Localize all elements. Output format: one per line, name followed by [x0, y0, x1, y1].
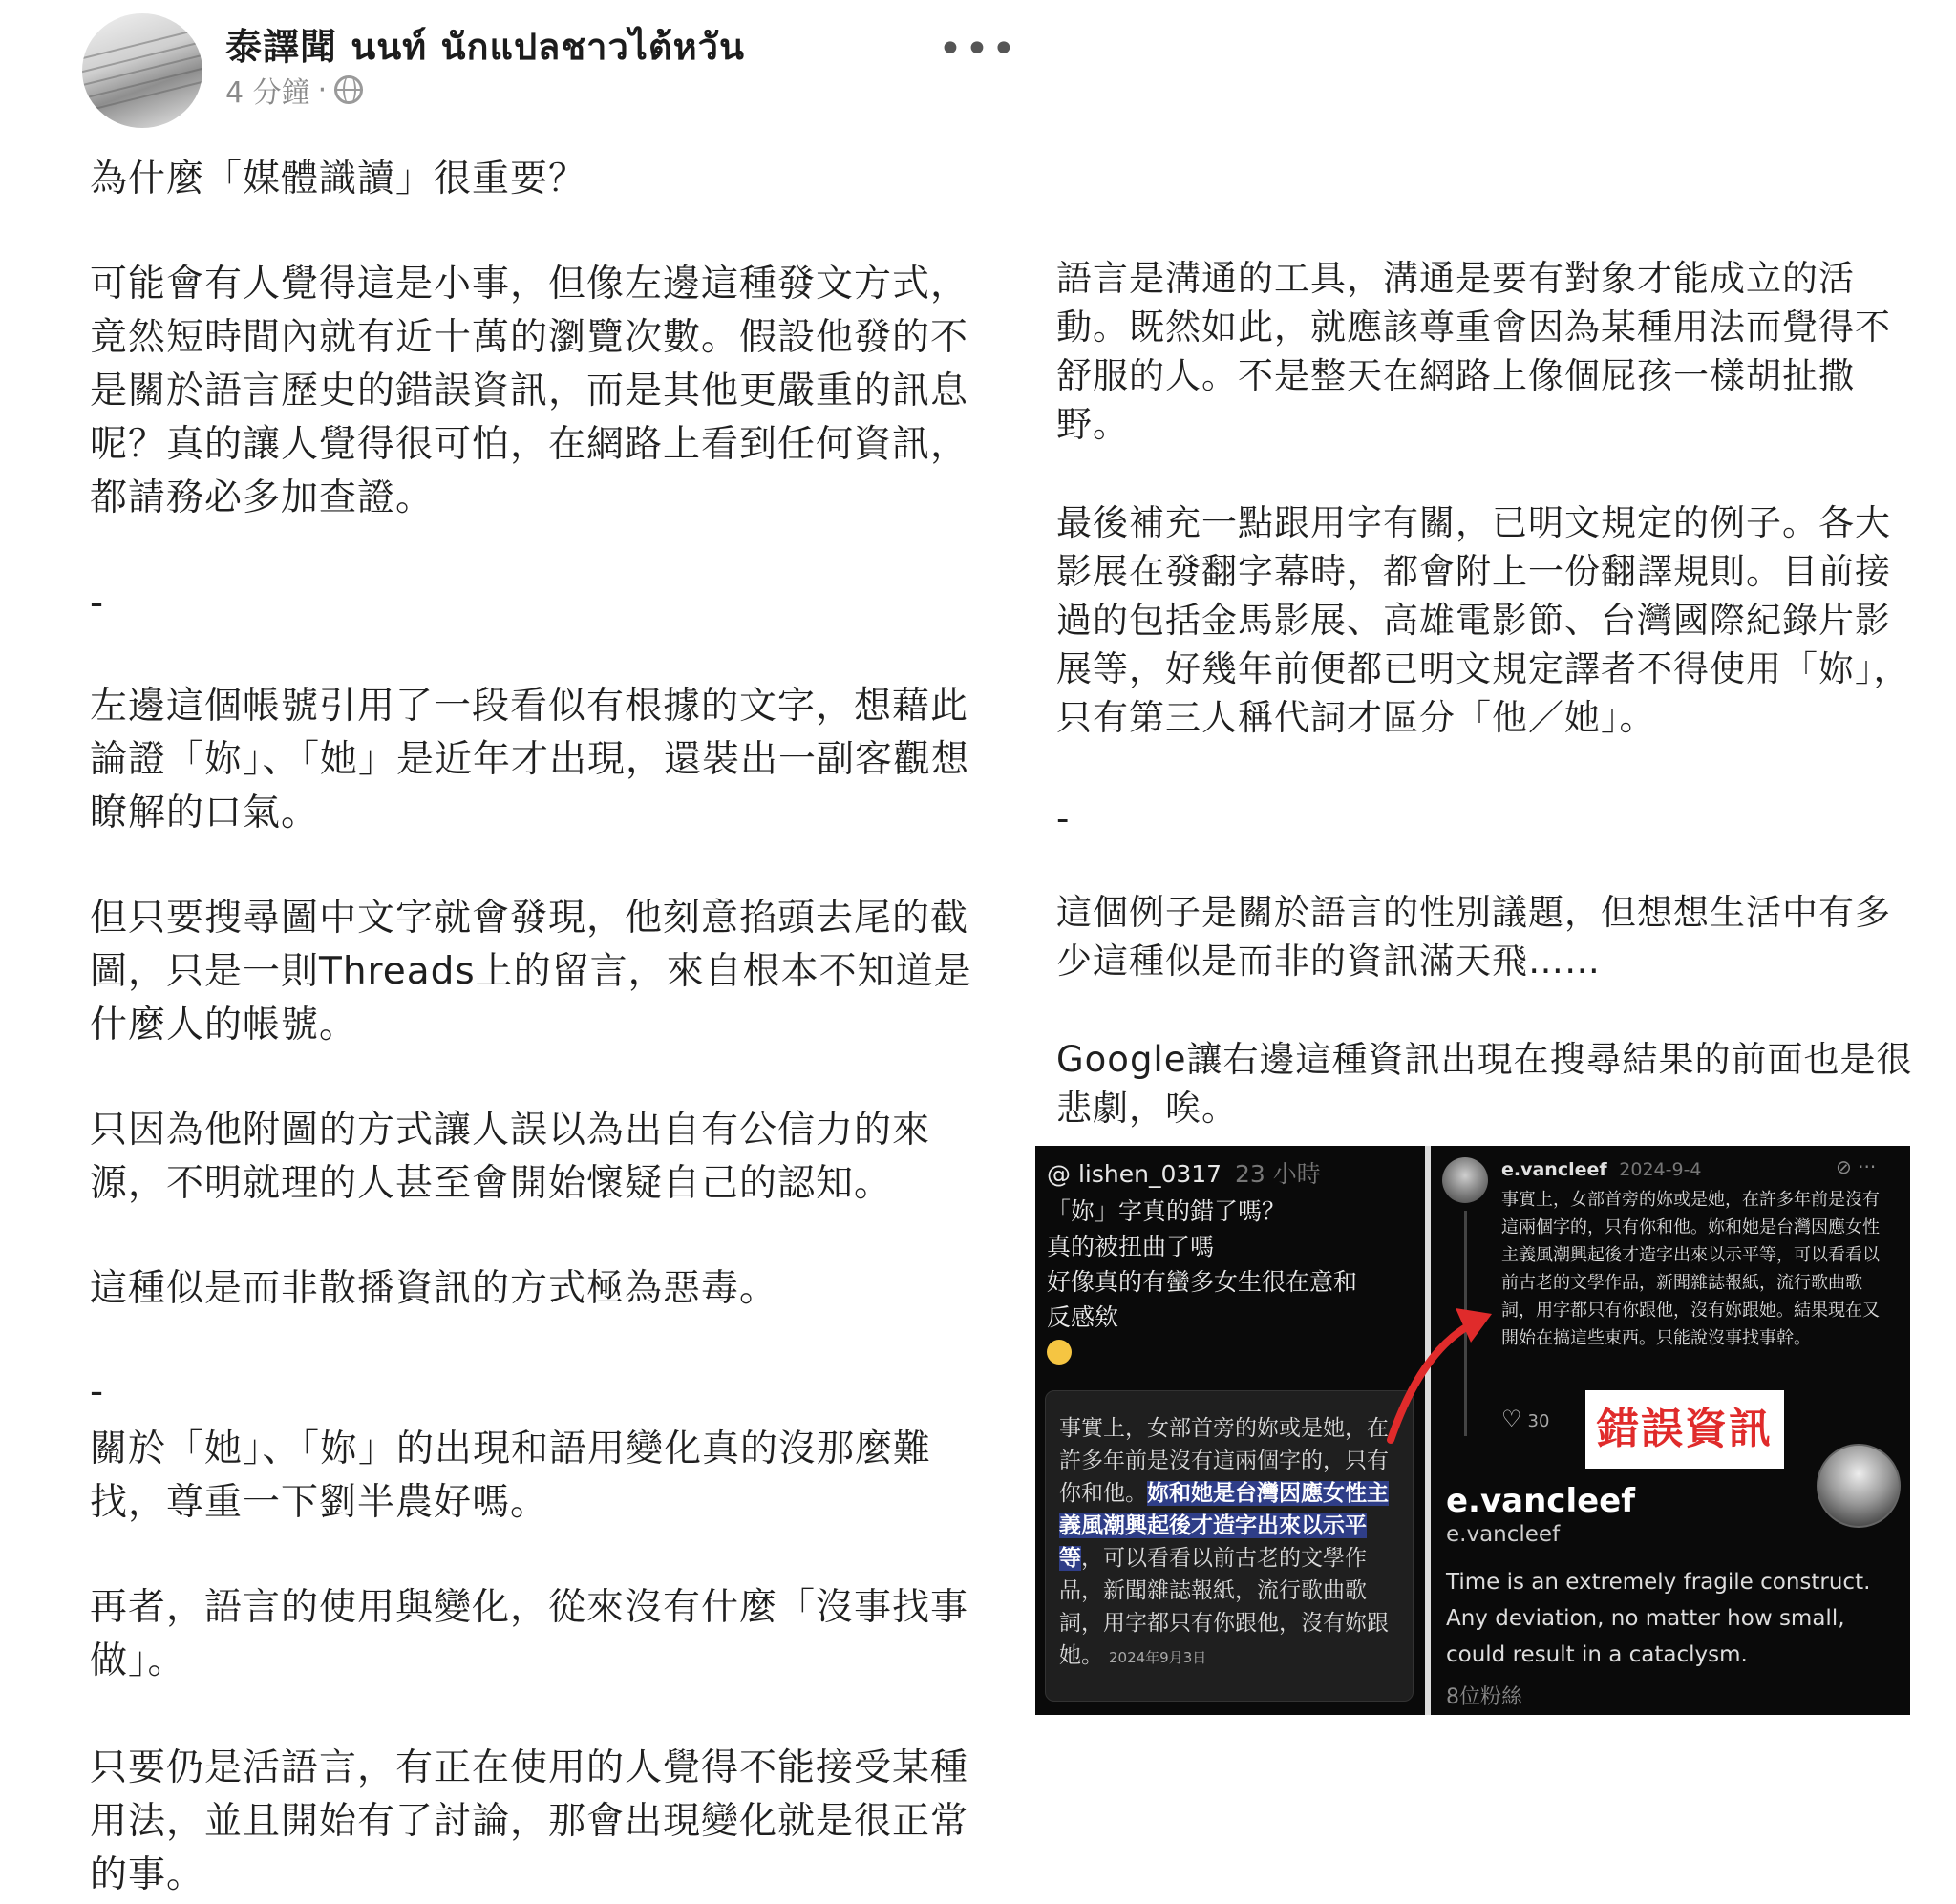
more-options-button[interactable]: ••• [938, 25, 1018, 74]
quote-plain: 事實上，女部首旁的妳或是她，在許多年前是沒有這兩個字的，只有你和他。 [1059, 1416, 1389, 1506]
quote-date: 2024年9月3日 [1109, 1649, 1207, 1666]
left-paragraph: 關於「她」、「妳」的出現和語用變化真的沒那麼難找，尊重一下劉半農好嗎。 [90, 1428, 932, 1524]
followers-count[interactable]: 8位粉絲 [1446, 1685, 1522, 1709]
heart-icon: ♡ [1501, 1406, 1522, 1432]
attached-screenshot[interactable] [1035, 1146, 1910, 1715]
left-paragraph: 再者，語言的使用與變化，從來沒有什麼「沒事找事做」。 [90, 1586, 969, 1682]
right-paragraph: Google讓右邊這種資訊出現在搜尋結果的前面也是很悲劇，唉。 [1056, 1039, 1913, 1129]
profile-handle: e.vancleef [1446, 1522, 1561, 1547]
post-time[interactable]: 4 分鐘 [225, 76, 310, 110]
author-avatar[interactable] [82, 13, 202, 128]
like-count: 30 [1527, 1411, 1550, 1431]
left-paragraph: 只因為他附圖的方式讓人誤以為出自有公信力的來源，不明就理的人甚至會開始懷疑自己的認知。 [90, 1109, 931, 1205]
threads-post-body: 「妳」字真的錯了嗎？ 真的被扭曲了嗎 好像真的有蠻多女生很在意和 反感欸 [1047, 1197, 1358, 1331]
threads-username[interactable]: lishen_0317 [1077, 1160, 1222, 1188]
left-paragraph: - [90, 1370, 105, 1413]
left-paragraph: 可能會有人覺得這是小事，但像左邊這種發文方式，竟然短時間內就有近十萬的瀏覽次數。假設他發的不是關於語言歷史的錯誤資訊，而是其他更嚴重的訊息呢？真的讓人覺得很可怕，在網路上看到任何資訊，都請務必多加查證。 [90, 263, 969, 519]
right-paragraph: 這個例子是關於語言的性別議題，但想想生活中有多少這種似是而非的資訊滿天飛…… [1056, 892, 1891, 982]
left-paragraph: 但只要搜尋圖中文字就會發現，他刻意掐頭去尾的截圖，只是一則Threads上的留言，來自根本不知道是什麼人的帳號。 [90, 897, 972, 1047]
reply-options-icon[interactable]: ⊘ ··· [1836, 1155, 1877, 1178]
left-paragraph: 左邊這個帳號引用了一段看似有根據的文字，想藉此論證「妳」、「她」是近年才出現，還裝出一副客觀想瞭解的口氣。 [90, 685, 970, 835]
misinformation-label: 錯誤資訊 [1585, 1390, 1784, 1469]
author-name[interactable]: 泰譯聞 นนท์ นักแปลชาวไต้หวัน [225, 26, 745, 68]
annotation-arrow-icon [1035, 1146, 1910, 1715]
left-paragraph: 只要仍是活語言，有正在使用的人覺得不能接受某種用法，並且開始有了討論，那會出現變化就是很正常的事。 [90, 1746, 969, 1896]
profile-bio: Time is an extremely fragile construct. Any deviation, no matter how small, could result in a cataclysm. [1446, 1570, 1871, 1667]
quote-highlight: 妳和她是台灣因應女性主義風潮興起後才造字出來以示平等 [1059, 1481, 1389, 1571]
right-paragraph: - [1056, 798, 1071, 839]
meta-separator: · [317, 73, 328, 107]
right-paragraph: 最後補充一點跟用字有關，已明文規定的例子。各大影展在發翻字幕時，都會附上一份翻譯規則。目前接過的包括金馬影展、高雄電影節、台灣國際紀錄片影展等，好幾年前便都已明文規定譯者不得使用「妳」，只有第三人稱代詞才區分「他／她」。 [1056, 502, 1910, 738]
left-paragraph: 為什麼「媒體識讀」很重要？ [90, 158, 587, 201]
quote-rest: ，可以看看以前古老的文學作品，新聞雜誌報紙，流行歌曲歌詞，用字都只有你跟他，沒有妳跟她。 [1059, 1546, 1389, 1668]
reply-date: 2024-9-4 [1619, 1159, 1702, 1180]
left-paragraph: 這種似是而非散播資訊的方式極為惡毒。 [90, 1267, 778, 1310]
threads-logo-icon: @ [1047, 1160, 1071, 1188]
reply-username[interactable]: e.vancleef [1501, 1159, 1607, 1180]
left-paragraph: - [90, 582, 105, 624]
profile-name: e.vancleef [1446, 1482, 1636, 1520]
post-meta [225, 69, 363, 111]
globe-icon [334, 75, 363, 104]
right-paragraph: 語言是溝通的工具，溝通是要有對象才能成立的活動。既然如此，就應該尊重會因為某種用法而覺得不舒服的人。不是整天在網路上像個屁孩一樣胡扯撒野。 [1056, 258, 1891, 445]
reply-body: 事實上，女部首旁的妳或是她，在許多年前是沒有這兩個字的，只有你和他。妳和她是台灣因應女性主義風潮興起後才造字出來以示平等，可以看看以前古老的文學作品，新聞雜誌報紙，流行歌曲歌詞，用字都只有你跟他，沒有妳跟她。結果現在又開始在搞這些東西。只能說沒事找事幹。 [1501, 1190, 1880, 1348]
threads-post-time: 23 小時 [1235, 1160, 1321, 1188]
